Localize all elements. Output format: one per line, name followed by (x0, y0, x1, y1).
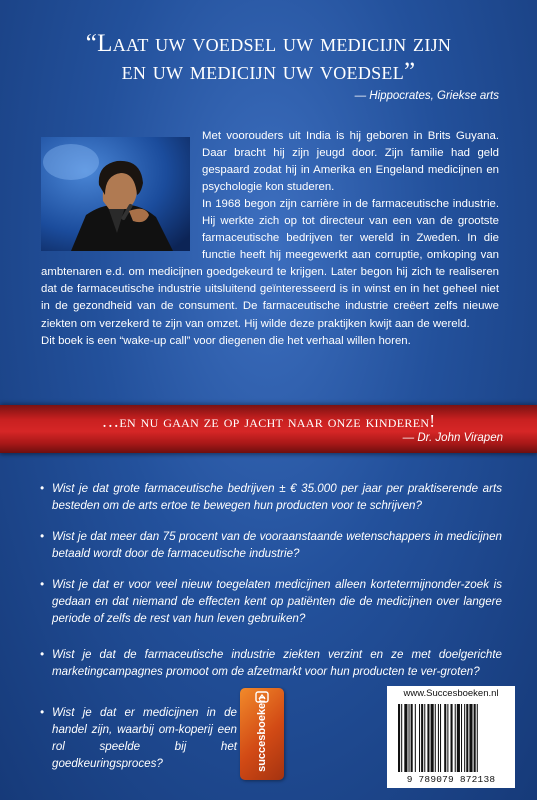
list-item: • Wist je dat er medicijnen in de handel zijn, waarbij om-koperij een rol speelde bij het goedkeuringsproces? (40, 704, 237, 772)
banner-attribution: — Dr. John Virapen (402, 432, 503, 444)
isbn-number: 9 789079 872138 (406, 774, 496, 785)
hippocrates-quote (20, 30, 517, 86)
logo-text: succesboeken (256, 696, 268, 772)
publisher-logo (240, 688, 284, 780)
quote-line-1: “Laat uw voedsel uw medicijn zijn (85, 30, 452, 57)
bio-paragraph: Met voorouders uit India is hij geboren in Brits Guyana. Daar bracht hij zijn jeugd door. Zijn familie had geld gespaard zodat hij in Amerika en Engeland medicijnen en psychologie kon studeren. (202, 130, 499, 194)
list-item: • Wist je dat er voor veel nieuw toegelaten medicijnen alleen kortetermijnonder-zoek is gedaan en dat niemand de effecten kent op patiënten die de medicijnen over langere periode of zelfs de rest van hun leven gebruiken? (40, 576, 502, 646)
list-item: • Wist je dat grote farmaceutische bedrijven ± € 35.000 per jaar per praktiserende arts besteden om de arts ertoe te bewegen hun producten voor te schrijven? (40, 480, 502, 528)
list-item: • Wist je dat de farmaceutische industrie ziekten verzint en ze met doelgerichte marketingcampagnes promoot om de afzetmarkt voor hun producten te ver-groten? (40, 646, 502, 704)
red-banner (0, 405, 537, 453)
bio-paragraph: In 1968 begon zijn carrière in de farmaceutische industrie. Hij werkte zich op tot directeur van een van de grootste farmaceutische bedrijven ter wereld in Zweden. In die functie heeft hij meegewerkt aan corruptie, omkoping van ambtenaren e.d. om medicijnen goedgekeurd te krijgen. Later begon hij zich te realiseren dat de farmaceutische industrie uitsluitend geïnteresseerd is in winst en in het geheel niet in de gezondheid van de consument. De farmaceutische industrie creëert zelfs nieuwe ziekten om verzekerd te zijn van omzet. Hij wilde deze praktijken kwijt aan de wereld. (41, 198, 499, 330)
quote-attribution: — Hippocrates, Griekse arts (354, 90, 499, 102)
author-biography (41, 128, 499, 350)
barcode-url: www.Succesboeken.nl (403, 688, 499, 699)
barcode-panel (387, 686, 515, 788)
bio-paragraph: Dit boek is een “wake-up call” voor diegenen die het verhaal willen horen. (41, 334, 411, 347)
barcode-icon (396, 704, 506, 774)
list-item: • Wist je dat meer dan 75 procent van de vooraanstaande wetenschappers in medicijnen betaald wordt door de farmaceutische industrie? (40, 528, 502, 576)
quote-line-2: en uw medicijn uw voedsel” (121, 58, 416, 85)
banner-title: …en nu gaan ze op jacht naar onze kinderen! (101, 411, 436, 431)
